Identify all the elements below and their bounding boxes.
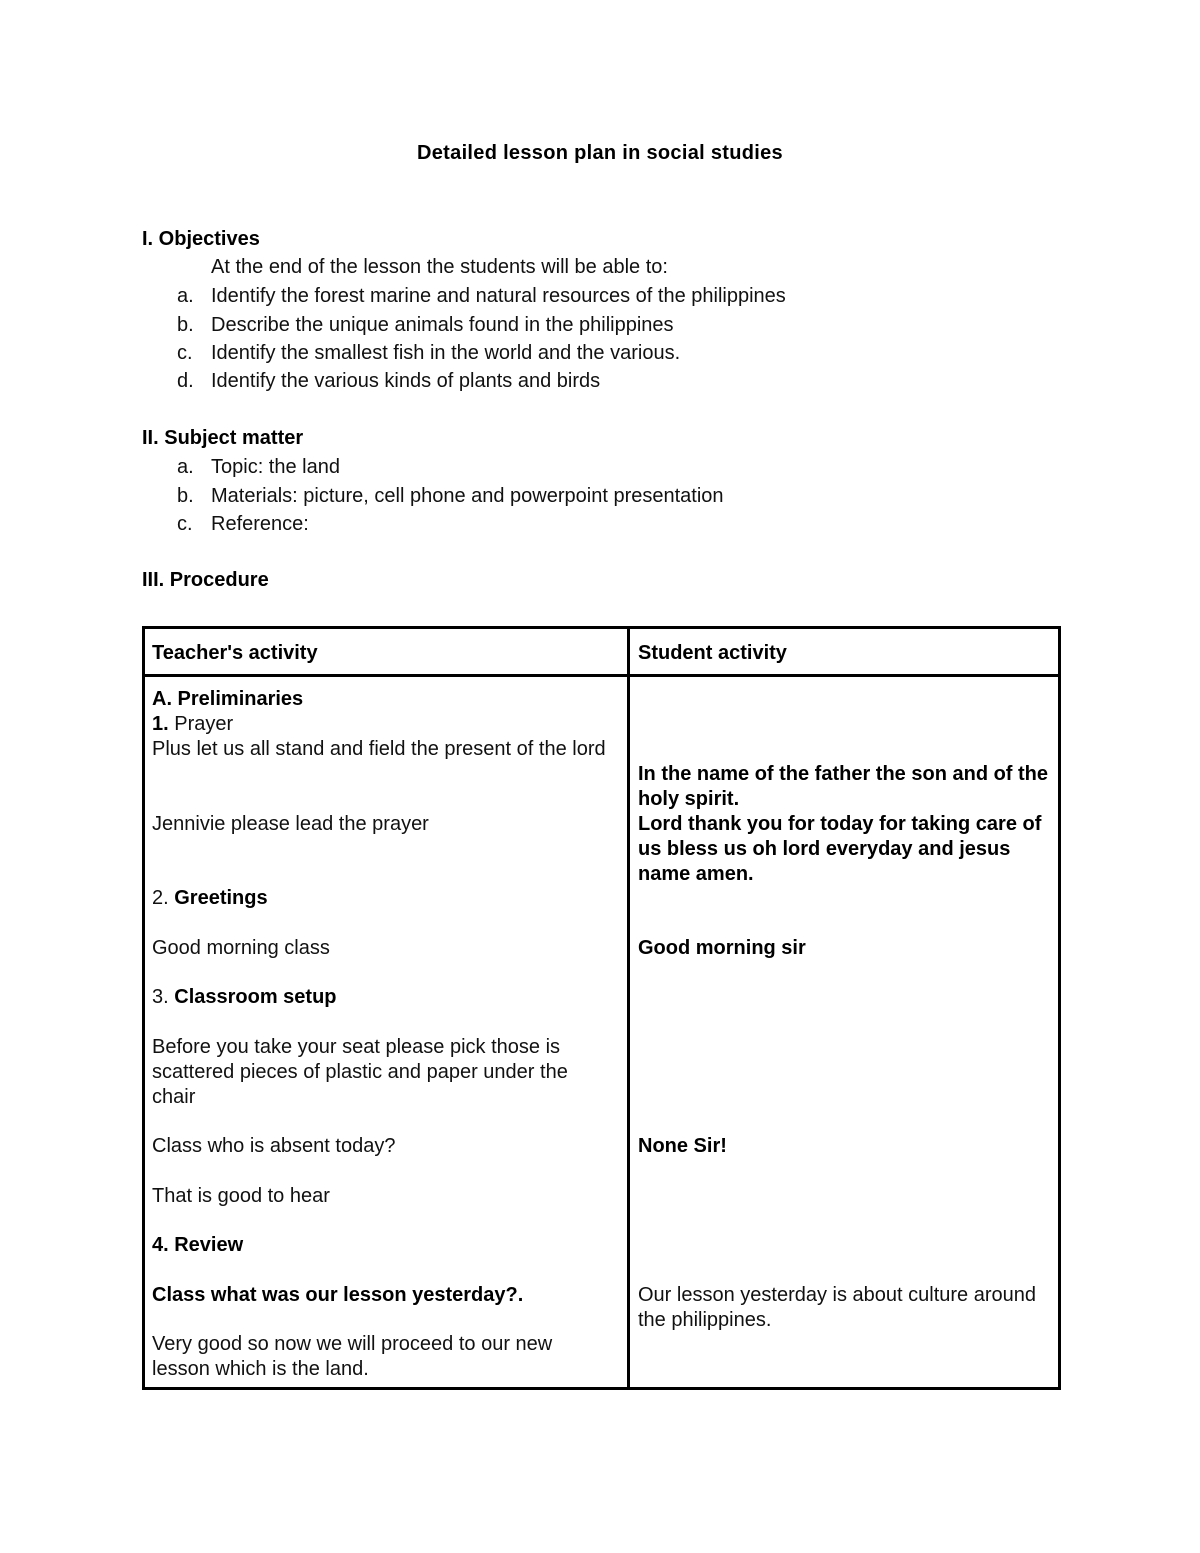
review-response: Our lesson yesterday is about culture around the philippines.: [638, 1284, 1036, 1331]
subject-item: Topic: the land: [211, 456, 340, 478]
objective-marker: c.: [177, 342, 193, 364]
preliminaries-heading: A. Preliminaries: [152, 688, 304, 710]
objectives-heading: I. Objectives: [142, 228, 260, 250]
subject-matter-heading: II. Subject matter: [142, 427, 304, 449]
prayer-response: In the name of the father the son and of the holy spirit.: [638, 763, 1049, 810]
classroom-setup-item: [152, 985, 617, 1010]
teacher-activity-header: Teacher's activity: [152, 642, 318, 664]
review-closing: Very good so now we will proceed to our new lesson which is the land.: [152, 1333, 553, 1380]
prayer-lead-request: Jennivie please lead the prayer: [152, 813, 429, 835]
objective-marker: b.: [177, 314, 194, 336]
prayer-item: [152, 712, 617, 737]
review-question: Class what was our lesson yesterday?.: [152, 1284, 524, 1306]
absent-response: None Sir!: [638, 1135, 727, 1157]
procedure-table: [142, 626, 1061, 1390]
greetings-number: 2.: [152, 887, 175, 909]
table-column-divider: [627, 629, 630, 1387]
objective-item: Identify the smallest fish in the world and the various.: [211, 342, 681, 364]
prayer-response-continued: Lord thank you for today for taking care of us bless us oh lord everyday and jesus name amen.: [638, 813, 1042, 885]
greetings-label: Greetings: [174, 887, 268, 909]
objective-marker: d.: [177, 370, 194, 392]
document-title: Detailed lesson plan in social studies: [417, 142, 783, 164]
objectives-intro: At the end of the lesson the students will be able to:: [211, 256, 668, 278]
objective-item: Identify the forest marine and natural resources of the philippines: [211, 285, 786, 307]
subject-item: Materials: picture, cell phone and powerpoint presentation: [211, 485, 724, 507]
subject-item: Reference:: [211, 513, 309, 535]
prayer-instruction: Plus let us all stand and field the present of the lord: [152, 738, 606, 760]
setup-number: 3.: [152, 986, 175, 1008]
objective-item: Identify the various kinds of plants and birds: [211, 370, 601, 392]
objective-marker: a.: [177, 285, 194, 307]
greetings-response: Good morning sir: [638, 937, 806, 959]
prayer-label: Prayer: [168, 713, 234, 735]
subject-marker: b.: [177, 485, 194, 507]
setup-label: Classroom setup: [174, 986, 337, 1008]
subject-marker: c.: [177, 513, 193, 535]
subject-marker: a.: [177, 456, 194, 478]
greetings-item: [152, 886, 617, 911]
greetings-text: Good morning class: [152, 937, 330, 959]
student-activity-header: Student activity: [638, 642, 787, 664]
prayer-number: 1.: [152, 713, 169, 735]
table-header-divider: [145, 674, 1058, 677]
classroom-setup-text: Before you take your seat please pick those is scattered pieces of plastic and paper under the chair: [152, 1036, 568, 1108]
absent-reply: That is good to hear: [152, 1185, 330, 1207]
review-heading: 4. Review: [152, 1234, 244, 1256]
objective-item: Describe the unique animals found in the philippines: [211, 314, 674, 336]
procedure-heading: III. Procedure: [142, 569, 269, 591]
absent-question: Class who is absent today?: [152, 1135, 396, 1157]
